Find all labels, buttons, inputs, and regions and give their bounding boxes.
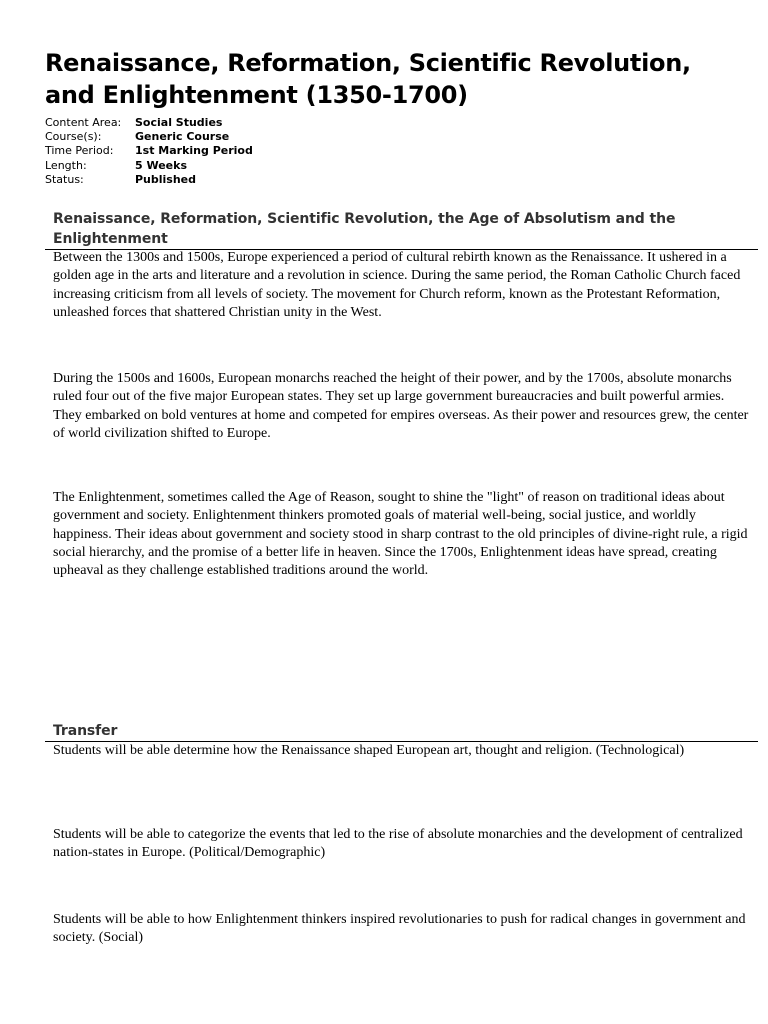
meta-row-length <box>45 159 253 173</box>
course-metadata <box>45 116 253 187</box>
meta-row-courses <box>45 130 253 144</box>
meta-row-status <box>45 173 253 187</box>
overview-paragraph: During the 1500s and 1600s, European monarchs reached the height of their power, and by the 1700s, absolute monarchs ruled four out of the five major European states. They set up large government bureaucracies and built powerful armies. They embarked on bold ventures at home and competed for empires overseas. As their power and resources grew, the center of world civilization shifted to Europe. <box>53 371 749 441</box>
meta-value: Published <box>135 172 197 186</box>
overview-paragraph: The Enlightenment, sometimes called the Age of Reason, sought to shine the "light" of reason on traditional ideas about government and society. Enlightenment thinkers promoted goals of material well-being, social justice, and worldly happiness. Their ideas about government and society stood in sharp contrast to the old principles of divine-right rule, a rigid social hierarchy, and the promise of a better life in heaven. Since the 1700s, Enlightenment ideas have spread, creating upheaval as they challenge established traditions around the world. <box>53 490 748 579</box>
transfer-paragraph: Students will be able to categorize the events that led to the rise of absolute monarchies and the development of centralized nation-states in Europe. (Political/Demographic) <box>53 827 743 861</box>
meta-value: 1st Marking Period <box>135 144 253 158</box>
meta-label: Status: <box>45 172 84 186</box>
meta-value: Social Studies <box>135 116 223 129</box>
transfer-heading: Transfer <box>53 723 118 739</box>
overview-heading: Renaissance, Reformation, Scientific Revolution, the Age of Absolutism and the Enlightenment <box>53 211 676 247</box>
meta-label: Course(s): <box>45 130 102 144</box>
meta-value: 5 Weeks <box>135 158 188 172</box>
meta-label: Time Period: <box>45 144 114 158</box>
transfer-paragraph: Students will be able determine how the Renaissance shaped European art, thought and religion. (Technological) <box>53 743 685 758</box>
meta-value: Generic Course <box>135 130 230 144</box>
meta-row-time-period <box>45 144 253 158</box>
document-title: Renaissance, Reformation, Scientific Revolution, and Enlightenment (1350-1700) <box>45 49 691 109</box>
meta-label: Content Area: <box>45 116 122 129</box>
transfer-paragraph: Students will be able to how Enlightenment thinkers inspired revolutionaries to push for radical changes in government and society. (Social) <box>53 912 746 946</box>
meta-row-content-area <box>45 116 253 130</box>
meta-label: Length: <box>45 158 87 172</box>
overview-paragraph: Between the 1300s and 1500s, Europe experienced a period of cultural rebirth known as the Renaissance. It ushered in a golden age in the arts and literature and a revolution in science. During the same period, the Roman Catholic Church faced increasing criticism from all levels of society. The movement for Church reform, known as the Protestant Reformation, unleashed forces that shattered Christian unity in the West. <box>53 250 741 320</box>
